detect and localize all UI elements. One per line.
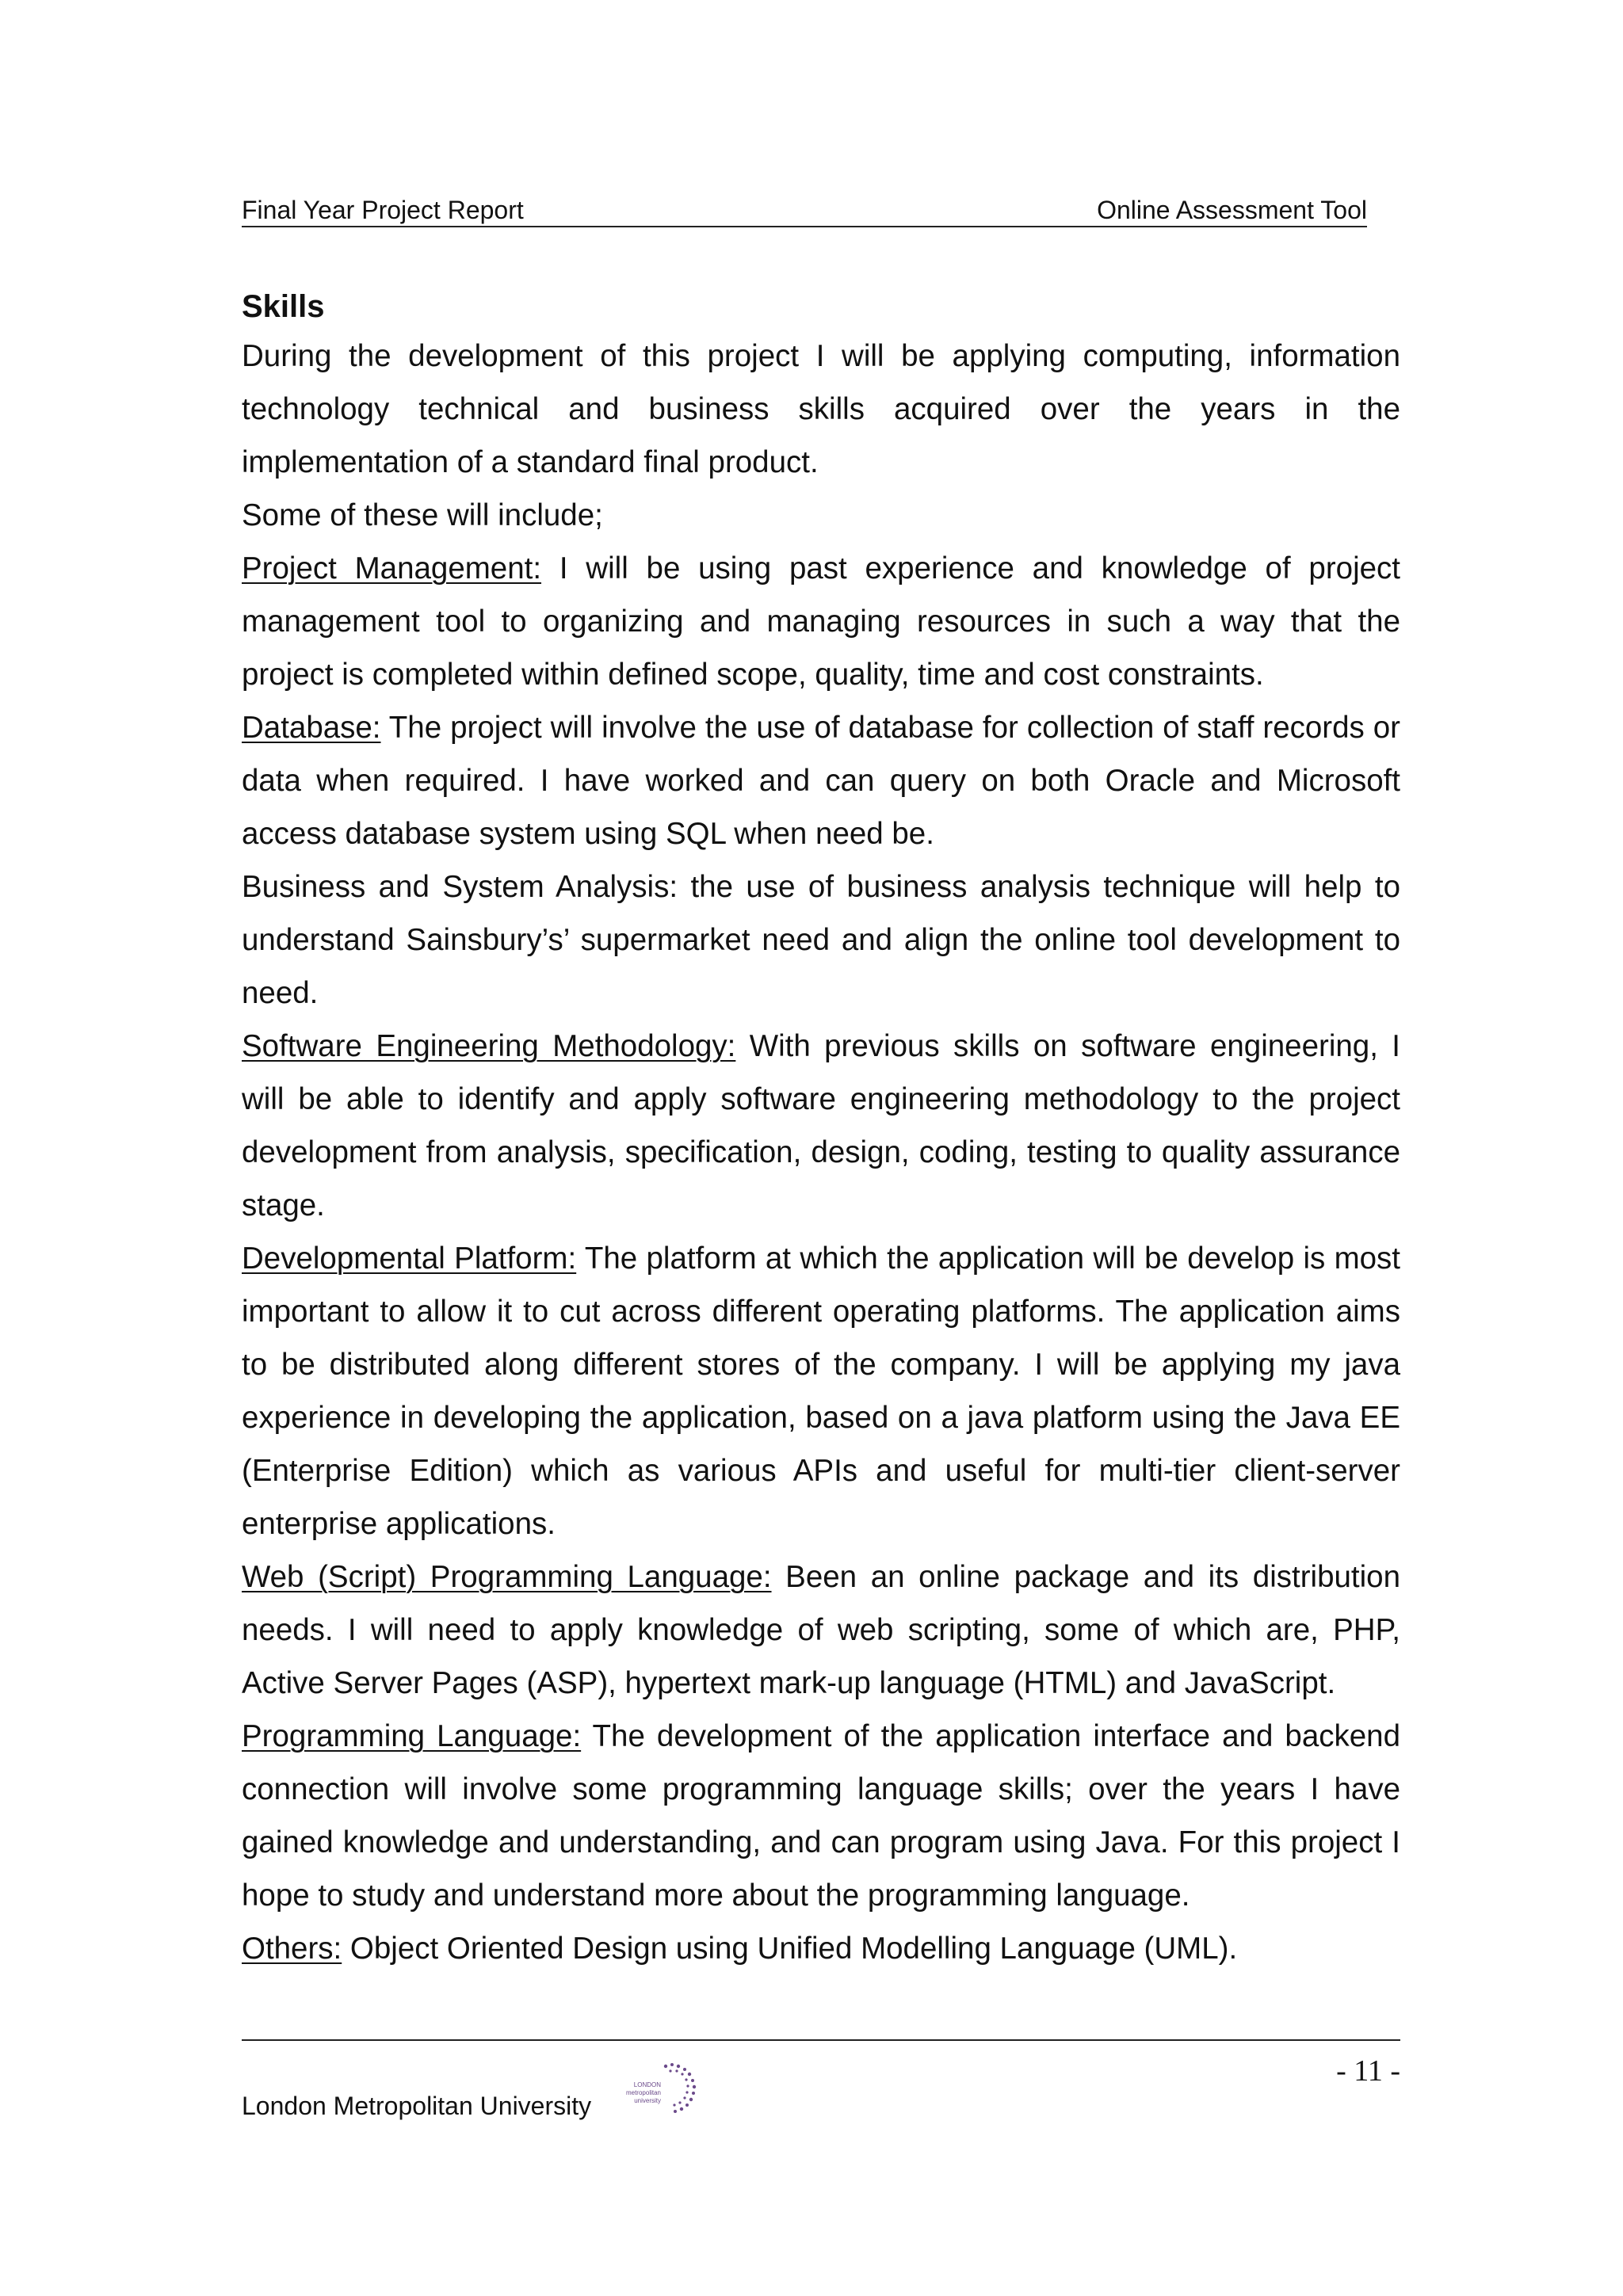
skill-development-platform <box>242 1232 1400 1550</box>
section-heading: Skills <box>242 289 325 324</box>
skill-text: Business and System Analysis: the use of business analysis technique will help to understand Sainsbury’s’ supermarket need and align the online tool development to need. <box>242 870 1400 1010</box>
skill-text: Object Oriented Design using Unified Modelling Language (UML). <box>342 1932 1238 1966</box>
lead-paragraph: Some of these will include; <box>242 498 603 532</box>
skill-label: Software Engineering Methodology: <box>242 1029 736 1063</box>
skill-label: Web (Script) Programming Language: <box>242 1560 772 1594</box>
skill-software-engineering <box>242 1020 1400 1232</box>
logo-text-line: LONDON <box>633 2081 661 2088</box>
page-header <box>242 194 1367 227</box>
header-project-title: Online Assessment Tool <box>1097 196 1367 224</box>
skill-project-management <box>242 542 1400 701</box>
skill-text: I will be using past experience and knowledge of project management tool to organizing and managing resources in such a way that the project is completed within defined scope, quality, time and cost constraints. <box>242 551 1400 692</box>
skill-label: Others: <box>242 1932 342 1966</box>
skill-others <box>242 1922 1400 1975</box>
skill-label: Developmental Platform: <box>242 1241 577 1276</box>
skill-text: The project will involve the use of database for collection of staff records or data when required. I have worked and can query on both Oracle and Microsoft access database system using SQL when need be. <box>242 711 1400 851</box>
logo-text-line: university <box>634 2097 661 2104</box>
skill-business-analysis <box>242 860 1400 1020</box>
skill-programming-language <box>242 1710 1400 1922</box>
skill-text: Been an online package and its distribution needs. I will need to apply knowledge of web scripting, some of which are, PHP, Active Server Pages (ASP), hypertext mark-up language (HTML) and JavaScript. <box>242 1560 1400 1700</box>
skill-database <box>242 701 1400 860</box>
skill-label: Programming Language: <box>242 1719 582 1753</box>
intro-paragraph: During the development of this project I will be applying computing, information technology technical and business skills acquired over the years in the implementation of a standard final product. <box>242 339 1400 479</box>
skill-text: The platform at which the application will be develop is most important to allow it to cut across different operating platforms. The application aims to be distributed along different stores of the company. I will be applying my java experience in developing the application, based on a java platform using the Java EE (Enterprise Edition) which as various APIs and useful for multi-tier client-server enterprise applications. <box>242 1241 1401 1541</box>
london-met-logo-icon <box>624 2060 704 2123</box>
logo-text-line: metropolitan <box>625 2089 661 2096</box>
skill-text: With previous skills on software engineering, I will be able to identify and apply software engineering methodology to the project development from analysis, specification, design, coding, testing to quality assurance stage. <box>242 1029 1400 1222</box>
footer-divider <box>242 2039 1400 2041</box>
skill-text: The development of the application interface and backend connection will involve some programming language skills; over the years I have gained knowledge and understanding, and can program using Java. For this project I hope to study and understand more about the programming language. <box>242 1719 1400 1913</box>
main-content <box>242 287 1400 1975</box>
footer-university: London Metropolitan University <box>242 2092 592 2120</box>
page-number: - 11 - <box>1336 2054 1400 2088</box>
header-report-title: Final Year Project Report <box>242 196 524 224</box>
skill-label: Database: <box>242 711 381 745</box>
skill-web-programming <box>242 1550 1400 1710</box>
skill-label: Project Management: <box>242 551 542 585</box>
